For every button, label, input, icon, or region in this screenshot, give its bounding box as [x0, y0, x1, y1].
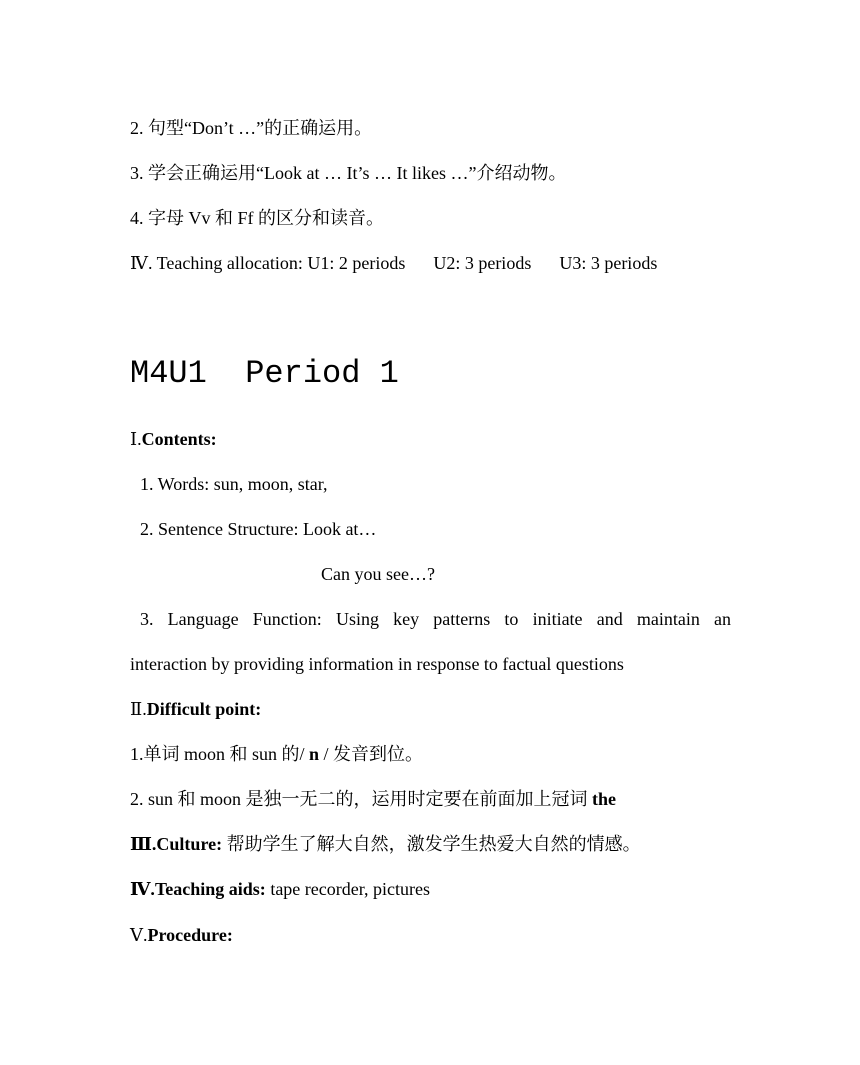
- allocation-u1: Ⅳ. Teaching allocation: U1: 2 periods: [130, 253, 406, 273]
- objective-item-4: 4. 字母 Vv 和 Ff 的区分和读音。: [130, 208, 385, 228]
- contents-function-line-2: interaction by providing information in response to factual questions: [130, 654, 624, 674]
- difficult-item-2: 2. sun 和 moon 是独一无二的，运用时定要在前面加上冠词 the: [130, 789, 617, 809]
- objective-item-3: 3. 学会正确运用“Look at … It’s … It likes …”介绍动物。: [130, 163, 567, 183]
- phoneme-n: n: [309, 744, 320, 764]
- procedure-label: Procedure:: [147, 925, 233, 945]
- aids-numeral: Ⅳ.: [130, 879, 155, 899]
- article-the: the: [592, 789, 617, 809]
- procedure-heading: [130, 923, 233, 947]
- difficult-item-1: 1.单词 moon 和 sun 的/ n / 发音到位。: [130, 744, 424, 764]
- contents-label: Contents:: [141, 429, 217, 449]
- aids-label: Teaching aids:: [154, 879, 266, 899]
- objective-item-2: 2. 句型“Don’t …”的正确运用。: [130, 118, 373, 138]
- aids-text: tape recorder, pictures: [270, 879, 431, 899]
- contents-function-line-1: 3. Language Function: Using key patterns to initiate and maintain an: [140, 609, 731, 629]
- allocation-u3: U3: 3 periods: [559, 253, 658, 273]
- allocation-u2: U2: 3 periods: [433, 253, 532, 273]
- contents-words: 1. Words: sun, moon, star,: [140, 474, 328, 494]
- difficult-label: Difficult point:: [146, 699, 262, 719]
- period-title: M4U1 Period 1: [130, 355, 399, 392]
- contents-sentence: 2. Sentence Structure: Look at…: [140, 519, 377, 539]
- teaching-aids-line: [130, 877, 430, 901]
- procedure-numeral: Ⅴ.: [130, 925, 148, 945]
- contents-numeral: Ⅰ.: [130, 429, 142, 449]
- culture-numeral: Ⅲ.: [130, 834, 157, 854]
- culture-text: 帮助学生了解大自然，激发学生热爱大自然的情感。: [226, 834, 641, 854]
- difficult-numeral: Ⅱ.: [130, 699, 147, 719]
- culture-line: [130, 832, 641, 856]
- contents-sentence-2: Can you see…?: [321, 564, 435, 584]
- contents-heading: [130, 427, 217, 451]
- culture-label: Culture:: [156, 834, 223, 854]
- teaching-allocation: [130, 251, 657, 275]
- difficult-heading: [130, 697, 261, 721]
